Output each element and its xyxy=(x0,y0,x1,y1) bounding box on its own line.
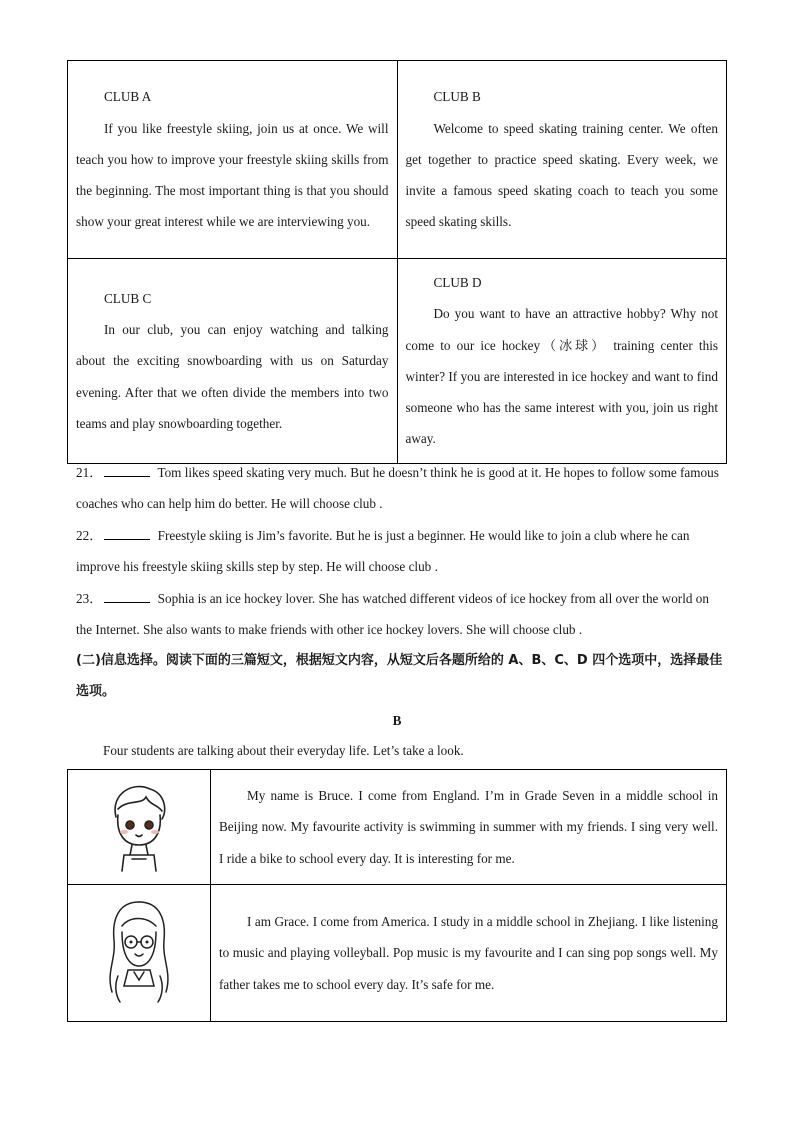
club-text: Do you want to have an attractive hobby? Why not come to our ice hockey（冰球） training center this winter? If you are interested in ice hockey and want to find someone who has the same interest with you, join us right away. xyxy=(405,306,718,447)
student-bruce-text-cell xyxy=(211,770,727,885)
club-b-cell xyxy=(397,61,727,259)
question-number: 23． xyxy=(76,591,103,606)
club-text: In our club, you can enjoy watching and talking about the exciting snowboarding with us on Saturday evening. After that we often divide the members into two teams and play snowboarding together. xyxy=(76,321,389,431)
question-number: 22． xyxy=(76,528,103,543)
club-title: CLUB C xyxy=(104,290,152,306)
club-text: If you like freestyle skiing, join us at once. We will teach you how to improve your freestyle skiing skills from the beginning. The most important thing is that you should show your great interest while we are interviewing you. xyxy=(76,120,389,230)
passage-letter: B xyxy=(392,713,402,728)
question-number: 21． xyxy=(76,465,103,480)
club-d-cell xyxy=(397,259,727,464)
girl-portrait-icon xyxy=(68,885,211,1022)
answer-blank[interactable] xyxy=(104,527,150,540)
club-text: Welcome to speed skating training center. We often get together to practice speed skating. Every week, we invite a famous speed skating coach to teach you some speed skating skills. xyxy=(405,120,718,230)
club-title: CLUB A xyxy=(104,89,152,105)
answer-blank[interactable] xyxy=(104,590,150,603)
question-21 xyxy=(76,457,726,520)
students-table xyxy=(67,769,727,1022)
question-text: Sophia is an ice hockey lover. She has watched different videos of ice hockey from all over the world on the Internet. She also wants to make friends with other ice hockey lovers. She will choose club . xyxy=(76,591,709,638)
answer-blank[interactable] xyxy=(104,464,150,477)
question-23 xyxy=(76,583,726,646)
boy-portrait-icon xyxy=(68,770,211,885)
question-22 xyxy=(76,520,726,583)
section-heading: (二)信息选择。阅读下面的三篇短文，根据短文内容，从短文后各题所给的 A、B、C、D 四个选项中，选择最佳选项。 xyxy=(76,653,723,700)
club-a-cell xyxy=(68,61,398,259)
club-title: CLUB B xyxy=(433,89,481,105)
student-text: My name is Bruce. I come from England. I’m in Grade Seven in a middle school in Beijing now. My favourite activity is swimming in summer with my friends. I sing very well. I ride a bike to school every day. It is interesting for me. xyxy=(219,788,718,866)
question-text: Freestyle skiing is Jim’s favorite. But he is just a beginner. He would like to join a club where he can improve his freestyle skiing skills step by step. He will choose club . xyxy=(76,528,690,575)
clubs-table xyxy=(67,60,727,464)
club-title: CLUB D xyxy=(433,275,482,290)
passage-intro: Four students are talking about their everyday life. Let’s take a look. xyxy=(103,743,464,758)
question-text: Tom likes speed skating very much. But he doesn’t think he is good at it. He hopes to follow some famous coaches who can help him do better. He will choose club . xyxy=(76,465,719,512)
student-grace-text-cell xyxy=(211,885,727,1022)
student-text: I am Grace. I come from America. I study in a middle school in Zhejiang. I like listening to music and playing volleyball. Pop music is my favourite and I can sing pop songs well. My father takes me to school every day. It’s safe for me. xyxy=(219,914,718,992)
club-c-cell xyxy=(68,259,398,464)
